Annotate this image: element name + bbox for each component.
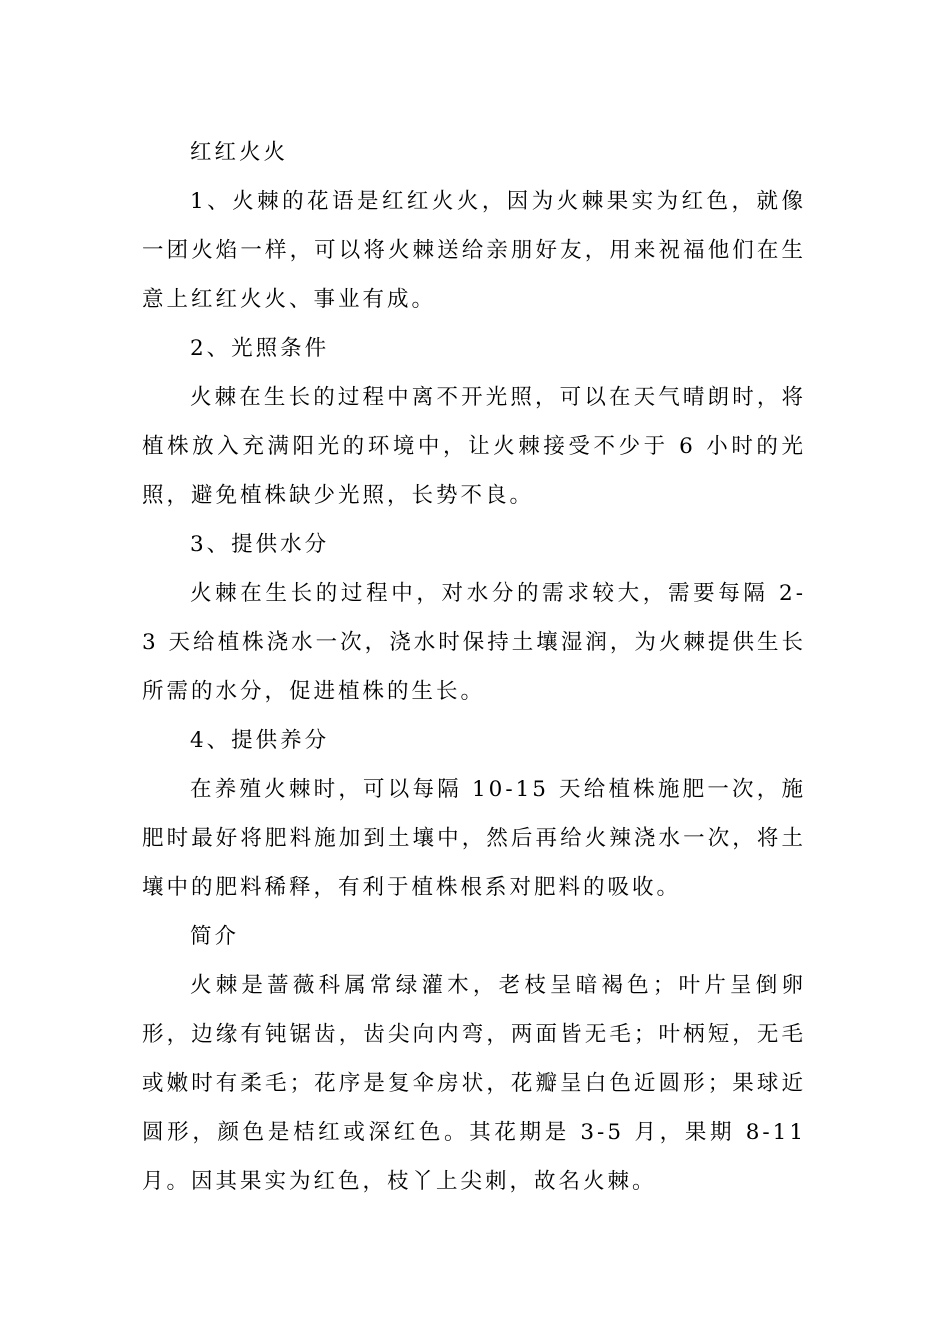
section-heading-hong-hong-huo-huo: 红红火火 — [190, 140, 289, 165]
section-heading-introduction: 简介 — [190, 924, 240, 949]
paragraph-nutrients: 在养殖火棘时，可以每隔 10-15 天给植株施肥一次，施肥时最好将肥料施加到土壤中，然后再给火辣浇水一次，将土壤中的肥料稀释，有利于植株根系对肥料的吸收。 — [142, 777, 806, 900]
paragraph-light: 火棘在生长的过程中离不开光照，可以在天气晴朗时，将植株放入充满阳光的环境中，让火棘接受不少于 6 小时的光照，避免植株缺少光照，长势不良。 — [142, 385, 806, 508]
section-heading-nutrients: 4、提供养分 — [190, 728, 330, 753]
document-body — [142, 128, 806, 1206]
section-heading-water: 3、提供水分 — [190, 532, 330, 557]
paragraph-water: 火棘在生长的过程中，对水分的需求较大，需要每隔 2-3 天给植株浇水一次，浇水时保持土壤湿润，为火棘提供生长所需的水分，促进植株的生长。 — [142, 581, 806, 704]
section-heading-light: 2、光照条件 — [190, 336, 330, 361]
paragraph-flower-language: 1、火棘的花语是红红火火，因为火棘果实为红色，就像一团火焰一样，可以将火棘送给亲朋好友，用来祝福他们在生意上红红火火、事业有成。 — [142, 189, 806, 312]
paragraph-introduction: 火棘是蔷薇科属常绿灌木，老枝呈暗褐色；叶片呈倒卵形，边缘有钝锯齿，齿尖向内弯，两面皆无毛；叶柄短，无毛或嫩时有柔毛；花序是复伞房状，花瓣呈白色近圆形；果球近圆形，颜色是桔红或深红色。其花期是 3-5 月，果期 8-11 月。因其果实为红色，枝丫上尖刺，故名火棘。 — [142, 973, 806, 1194]
